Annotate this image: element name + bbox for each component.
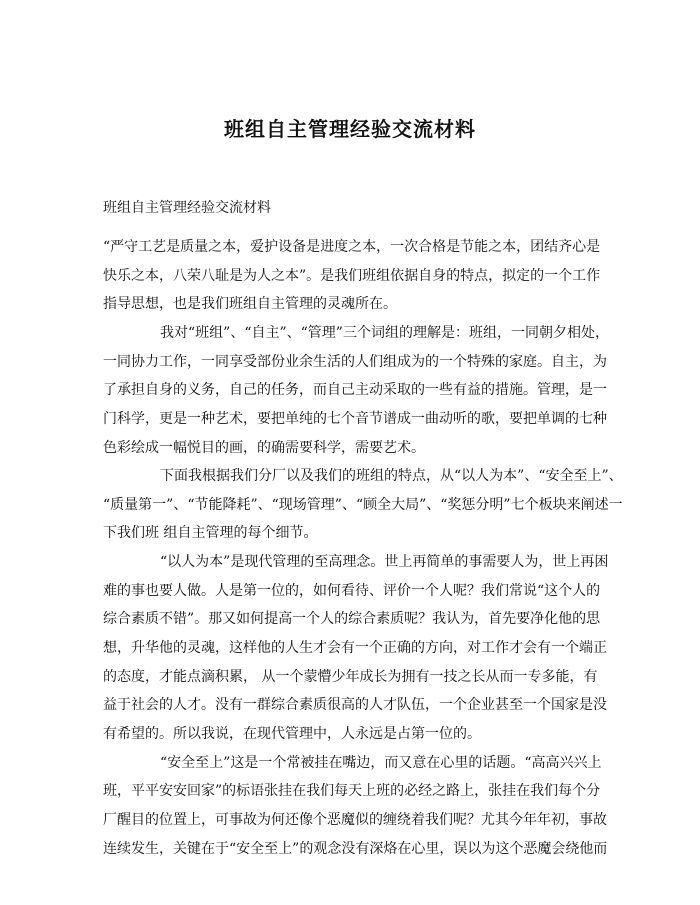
text-line: 一同协力工作，一同享受部份业余生活的人们组成为的一个特殊的家庭。自主，为 xyxy=(103,354,607,370)
text-line: 班，平平安安回家”的标语张挂在我们每天上班的必经之路上，张挂在我们每个分 xyxy=(103,783,601,799)
text-line: 下面我根据我们分厂以及我们的班组的特点，从“以人为本”、“安全至上”、 xyxy=(160,468,623,484)
text-line: 想，升华他的灵魂，这样他的人生才会有一个正确的方向，对工作才会有一个端正 xyxy=(103,640,607,656)
text-line: 了承担自身的义务，自己的任务，而自己主动采取的一些有益的措施。管理，是一 xyxy=(103,382,607,398)
text-line: 难的事也要人做。人是第一位的，如何看待、评价一个人呢？我们常说“这个人的 xyxy=(103,583,601,599)
text-line: 连续发生，关键在于“安全至上”的观念没有深烙在心里，误以为这个恶魔会绕他而 xyxy=(103,841,608,857)
text-line: 我对“班组”、“自主”、“管理”三个词组的理解是：班组，一同朝夕相处， xyxy=(160,325,609,341)
text-line: 色彩绘成一幅悦目的画，的确需要科学，需要艺术。 xyxy=(103,440,425,456)
text-line: “安全至上”这是一个常被挂在嘴边，而又意在心里的话题。“高高兴兴上 xyxy=(160,755,602,771)
text-line: “质量第一”、“节能降耗”、“现场管理”、“顾全大局”、“奖惩分明”七个板块来阐述一 xyxy=(103,497,623,513)
document-subtitle: 班组自主管理经验交流材料 xyxy=(103,200,271,216)
document-title: 班组自主管理经验交流材料 xyxy=(224,117,476,141)
text-line: 益于社会的人才。没有一群综合素质很高的人才队伍，一个企业甚至一个国家是没 xyxy=(103,697,607,713)
text-line: “以人为本”是现代管理的至高理念。世上再简单的事需要人为，世上再困 xyxy=(160,554,609,570)
text-line: 厂醒目的位置上，可事故为何还像个恶魔似的缠绕着我们呢？尤其今年年初，事故 xyxy=(103,812,607,828)
text-line: 综合素质不错”。那又如何提高一个人的综合素质呢？我认为，首先要净化他的思 xyxy=(103,611,601,627)
text-line: 快乐之本，八荣八耻是为人之本”。是我们班组依据自身的特点，拟定的一个工作 xyxy=(103,268,601,284)
text-line: 下我们班 组自主管理的每个细节。 xyxy=(103,525,318,541)
text-line: 指导思想，也是我们班组自主管理的灵魂所在。 xyxy=(103,296,397,312)
text-line: 门科学，更是一种艺术，要把单纯的七个音节谱成一曲动听的歌，要把单调的七种 xyxy=(103,411,607,427)
text-line: 的态度，才能点滴积累， 从一个蒙懵少年成长为拥有一技之长从而一专多能，有 xyxy=(103,669,598,685)
text-line: “严守工艺是质量之本，爱护设备是进度之本，一次合格是节能之本，团结齐心是 xyxy=(103,239,601,255)
text-line: 有希望的。所以我说，在现代管理中，人永远是占第一位的。 xyxy=(103,726,481,742)
